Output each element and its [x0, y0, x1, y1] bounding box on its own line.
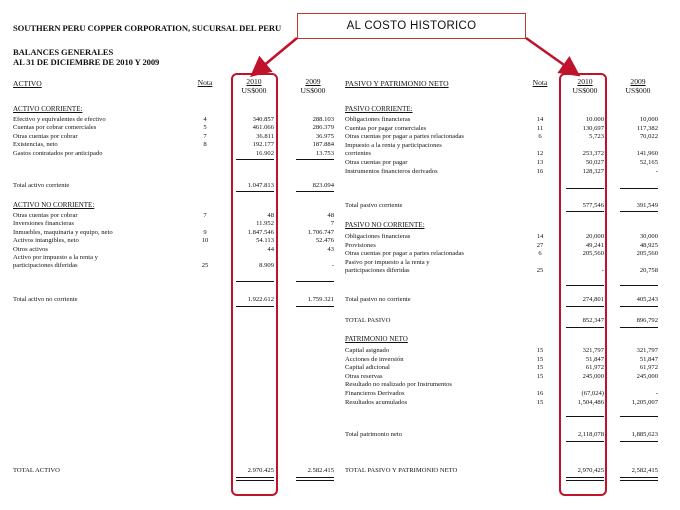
liab-grand-total-label: TOTAL PASIVO Y PATRIMONIO NETO — [345, 467, 458, 474]
rule-liab-current-2009 — [620, 188, 658, 189]
equity-total-2009: 1,885,623 — [631, 431, 658, 438]
liab-current-row-note: 14 — [536, 116, 544, 123]
asset-noncurrent-row-2010: 11.952 — [256, 220, 274, 228]
asset-current-row-label: Otras cuentas por cobrar — [13, 132, 78, 140]
equity-row-note: 15 — [536, 347, 544, 354]
liab-current-row-label: Otras cuentas por pagar a partes relacionadas — [345, 133, 464, 141]
asset-noncurrent-row-2009: 52.476 — [315, 237, 334, 245]
liab-total-2010: 852,347 — [582, 317, 604, 324]
equity-row-label: Resultado no realizado por Instrumentos — [345, 381, 452, 389]
liab-current-row-2010: 5,723 — [589, 133, 604, 141]
liab-noncurrent-row-2009: 205,560 — [636, 250, 658, 258]
year2-header-left: 2009 US$000 — [300, 77, 326, 95]
equity-row-label: Acciones de inversión — [345, 355, 404, 363]
asset-current-row-note: 4 — [203, 116, 207, 123]
assets-noncurrent-total-2010: 1.922.612 — [247, 296, 274, 303]
liab-noncurrent-row-note: 25 — [536, 267, 544, 275]
rule-liab-noncurrent-total-2009 — [620, 306, 658, 307]
liab-current-row-note: 6 — [538, 133, 542, 141]
liab-current-row-label: Instrumentos financieros derivados — [345, 167, 438, 175]
asset-current-row-2010: 340.857 — [252, 116, 274, 123]
equity-row-2009: 51,847 — [639, 355, 658, 363]
liab-current-total-2009: 391,549 — [636, 202, 658, 209]
callout-label: AL COSTO HISTORICO — [346, 20, 477, 32]
liab-current-row-2010: 130,697 — [582, 124, 604, 132]
liab-noncurrent-row-label: Provisiones — [345, 241, 376, 249]
liab-noncurrent-row-label: Pasivo por impuesto a la renta y — [345, 258, 430, 266]
asset-noncurrent-row-2010: 1.847.546 — [247, 228, 274, 236]
rule-liab-noncurrent-2009 — [620, 285, 658, 286]
liab-current-row-label: Otras cuentas por pagar — [345, 159, 408, 166]
liab-noncurrent-title: PASIVO NO CORRIENTE: — [345, 221, 425, 229]
liab-noncurrent-total-2010: 274,801 — [582, 296, 604, 303]
rule-asset-current-2009 — [296, 159, 334, 160]
equity-row-note: 15 — [536, 355, 544, 363]
equity-row-2010: 245,000 — [582, 372, 604, 380]
note-header-left: Nota — [197, 78, 213, 87]
liab-noncurrent-row-note: 6 — [538, 250, 542, 258]
assets-grand-total-2009: 2.582.415 — [307, 467, 334, 474]
asset-noncurrent-row-2009: - — [331, 262, 334, 270]
asset-current-row-2010: 192.177 — [252, 141, 274, 149]
asset-noncurrent-row-label: Otros activos — [13, 245, 48, 253]
equity-row-2010: (67,024) — [581, 390, 604, 397]
liab-current-row-note: 16 — [536, 167, 544, 175]
equity-row-label: Capital asignado — [345, 347, 390, 354]
liab-noncurrent-row-label: Otras cuentas por pagar a partes relacionadas — [345, 250, 464, 258]
asset-noncurrent-row-label: Otras cuentas por cobrar — [13, 212, 78, 219]
asset-current-row-note: 5 — [203, 124, 207, 132]
asset-noncurrent-row-label: Inversiones financieras — [13, 220, 74, 228]
asset-current-row-label: Existencias, neto — [13, 141, 58, 149]
liab-current-total-2010: 577,546 — [582, 202, 604, 209]
liab-grand-total-2010: 2,970,425 — [577, 467, 604, 474]
liab-total-2009: 896,792 — [636, 317, 658, 324]
liab-current-row-2010: 128,327 — [582, 167, 604, 175]
asset-noncurrent-row-label: Activos intangibles, neto — [13, 237, 79, 245]
rule-liab-total-2009 — [620, 327, 658, 328]
equity-row-note: 15 — [536, 398, 544, 406]
liab-noncurrent-row-2009: 48,925 — [639, 241, 658, 249]
liab-current-row-2009: 141,960 — [636, 150, 658, 158]
asset-noncurrent-row-note: 25 — [201, 262, 209, 270]
rule-asset-noncurrent-2009 — [296, 281, 334, 282]
asset-current-row-2009: 187.884 — [312, 141, 334, 149]
equity-total-label: Total patrimonio neto — [345, 431, 403, 438]
liab-current-row-2009: 52,165 — [639, 159, 658, 166]
asset-current-row-label: Gastos contratados por anticipado — [13, 149, 103, 157]
asset-noncurrent-row-label: Activo por impuesto a la renta y — [13, 254, 98, 261]
drule-asset-total-2009 — [296, 477, 334, 481]
assets-heading: ACTIVO — [13, 79, 42, 88]
asset-noncurrent-row-2009: 43 — [327, 245, 334, 253]
note-header-right: Nota — [532, 78, 548, 87]
rule-asset-noncurrent-total-2009 — [296, 306, 334, 307]
report-title: BALANCES GENERALES — [13, 47, 114, 57]
asset-noncurrent-row-2010: 44 — [267, 245, 274, 253]
asset-noncurrent-row-label: Inmuebles, maquinaria y equipo, neto — [13, 228, 113, 236]
asset-noncurrent-row-2010: 54.113 — [256, 237, 274, 245]
asset-noncurrent-row-2010: 8.909 — [259, 262, 274, 270]
liab-current-row-2009: 117,382 — [636, 124, 658, 132]
asset-current-row-note: 7 — [203, 132, 207, 140]
equity-row-2009: 61,972 — [639, 364, 658, 372]
equity-row-label: Resultados acumulados — [345, 398, 408, 406]
liab-current-row-note: 12 — [536, 150, 544, 158]
year1-header-right: 2010 US$000 — [572, 77, 598, 95]
equity-row-2009: - — [655, 390, 658, 397]
liab-noncurrent-row-label: Obligaciones financieras — [345, 233, 411, 240]
liab-current-row-2010: 253,372 — [582, 150, 604, 158]
liab-noncurrent-row-note: 14 — [536, 233, 544, 240]
asset-current-row-label: Cuentas por cobrar comerciales — [13, 124, 97, 132]
asset-current-row-2009: 36.975 — [315, 132, 334, 140]
year2-header-right: 2009 US$000 — [625, 77, 651, 95]
assets-current-total-label: Total activo corriente — [13, 182, 70, 189]
liab-noncurrent-row-label: participaciones diferidas — [345, 267, 410, 275]
equity-row-note: 15 — [536, 372, 544, 380]
liab-current-row-2010: 10.000 — [585, 116, 604, 123]
liab-noncurrent-row-2010: 49,241 — [585, 241, 604, 249]
asset-current-row-2010: 461.066 — [252, 124, 274, 132]
equity-total-2010: 2,118,078 — [577, 431, 604, 438]
liab-grand-total-2009: 2,582,415 — [631, 467, 658, 474]
asset-noncurrent-row-label: participaciones diferidas — [13, 262, 78, 270]
liab-noncurrent-row-2010: 20,000 — [585, 233, 604, 240]
equity-row-label: Otras reservas — [345, 372, 383, 380]
assets-grand-total-label: TOTAL ACTIVO — [13, 467, 60, 474]
assets-noncurrent-total-2009: 1.759.321 — [307, 296, 334, 303]
drule-liab-total-2009 — [620, 477, 658, 481]
liab-current-row-label: Cuentas por pagar comerciales — [345, 124, 427, 132]
liab-current-row-note: 11 — [536, 124, 544, 132]
liab-current-row-2009: 10,000 — [639, 116, 658, 123]
liab-current-row-label: Obligaciones financieras — [345, 116, 411, 123]
liab-current-row-2009: - — [655, 167, 658, 175]
equity-row-2009: 1,205,007 — [631, 398, 658, 406]
asset-current-row-2009: 13.753 — [315, 149, 334, 157]
liab-noncurrent-row-note: 27 — [536, 241, 544, 249]
rule-equity-2009 — [620, 416, 658, 417]
assets-grand-total-2010: 2.970.425 — [247, 467, 274, 474]
liab-current-row-label: corrientes — [345, 150, 371, 158]
rule-liab-current-total-2009 — [620, 211, 658, 212]
asset-noncurrent-row-2009: 48 — [327, 212, 334, 219]
equity-row-label: Financieros Derivados — [345, 390, 405, 397]
asset-noncurrent-row-note: 9 — [203, 228, 207, 236]
highlight-2010-assets — [231, 73, 278, 496]
rule-asset-current-total-2009 — [296, 191, 334, 192]
asset-noncurrent-row-note: 10 — [201, 237, 209, 245]
liab-noncurrent-row-2009: 20,758 — [639, 267, 658, 275]
equity-row-2009: 245,000 — [636, 372, 658, 380]
liab-current-row-2010: 50,027 — [585, 159, 604, 166]
asset-current-row-note: 8 — [203, 141, 207, 149]
liab-current-row-note: 13 — [536, 159, 544, 166]
highlight-2010-liabilities — [559, 73, 607, 496]
asset-noncurrent-row-2009: 1.706.747 — [307, 228, 334, 236]
equity-row-note: 15 — [536, 364, 544, 372]
equity-row-2010: 61,972 — [585, 364, 604, 372]
assets-current-title: ACTIVO CORRIENTE: — [13, 105, 83, 113]
liab-current-total-label: Total pasivo corriente — [345, 202, 403, 209]
rule-equity-total-2009 — [620, 441, 658, 442]
equity-row-2009: 321,797 — [636, 347, 658, 354]
liab-noncurrent-row-2010: 205,560 — [582, 250, 604, 258]
equity-row-2010: 51,847 — [585, 355, 604, 363]
equity-row-2010: 321,797 — [582, 347, 604, 354]
liab-noncurrent-row-2009: 30,000 — [639, 233, 658, 240]
assets-noncurrent-title: ACTIVO NO CORRIENTE: — [13, 201, 95, 209]
company-name: SOUTHERN PERU COPPER CORPORATION, SUCURSAL DEL PERU — [13, 23, 282, 33]
assets-noncurrent-total-label: Total activo no corriente — [13, 296, 78, 303]
liab-noncurrent-total-2009: 405,243 — [636, 296, 658, 303]
asset-current-row-2010: 36.811 — [256, 132, 274, 140]
liabilities-heading: PASIVO Y PATRIMONIO NETO — [345, 79, 449, 88]
asset-current-row-2009: 286.379 — [312, 124, 334, 132]
asset-current-row-2009: 288.103 — [312, 116, 334, 123]
liab-current-row-2009: 70,022 — [639, 133, 658, 141]
liab-current-title: PASIVO CORRIENTE: — [345, 105, 413, 113]
assets-current-total-2009: 823.094 — [312, 182, 334, 189]
arrow-left — [256, 38, 297, 72]
equity-row-label: Capital adicional — [345, 364, 390, 372]
assets-current-total-2010: 1.047.813 — [247, 182, 274, 189]
equity-row-note: 16 — [536, 390, 544, 397]
asset-noncurrent-row-2009: 7 — [330, 220, 334, 228]
liab-current-row-label: Impuesto a la renta y participaciones — [345, 141, 442, 149]
asset-noncurrent-row-2010: 48 — [267, 212, 274, 219]
year1-header-left: 2010 US$000 — [241, 77, 267, 95]
report-date: AL 31 DE DICIEMBRE DE 2010 Y 2009 — [13, 57, 160, 67]
asset-current-row-2010: 16.902 — [255, 149, 274, 157]
liab-noncurrent-row-2010: - — [601, 267, 604, 275]
asset-current-row-label: Efectivo y equivalentes de efectivo — [13, 116, 106, 123]
equity-title: PATRIMONIO NETO — [345, 335, 408, 343]
liab-noncurrent-total-label: Total pasivo no corriente — [345, 296, 411, 303]
arrow-right — [526, 38, 574, 72]
equity-row-2010: 1,504,486 — [577, 398, 604, 406]
liab-total-label: TOTAL PASIVO — [345, 317, 391, 324]
asset-noncurrent-row-note: 7 — [203, 212, 207, 219]
